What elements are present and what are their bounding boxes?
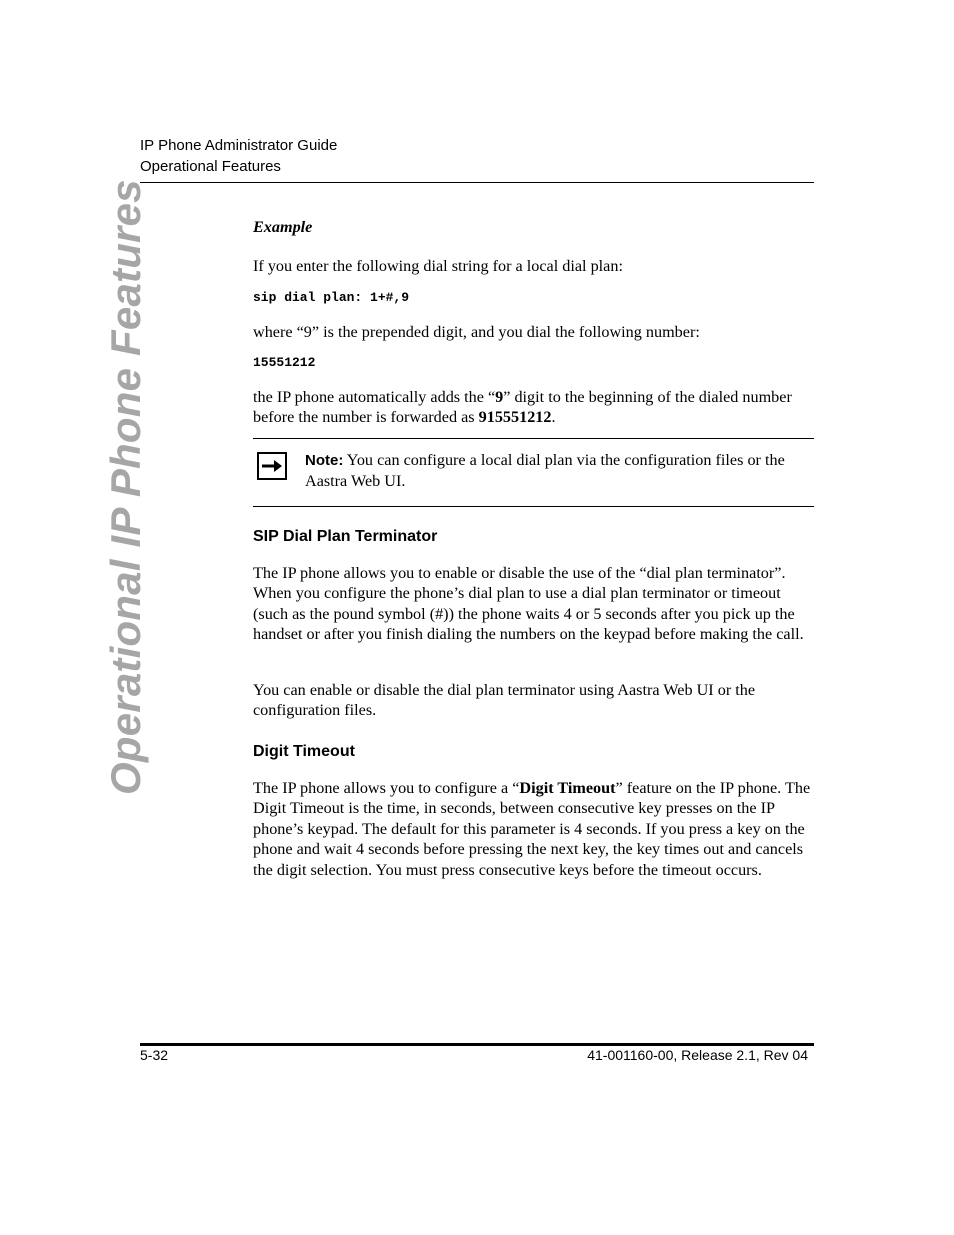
- terminator-para-1: The IP phone allows you to enable or disable the use of the “dial plan terminator”. When you configure the phone’s dial plan to use a dial plan terminator or timeout (such as the pound symbol (#)) the phone waits 4 or 5 seconds after you pick up the handset or after you finish dialing the numbers on the keypad before making the call.: [253, 564, 804, 644]
- document-id: 41-001160-00, Release 2.1, Rev 04: [587, 1047, 808, 1063]
- footer-rule: [140, 1043, 814, 1046]
- digit-timeout-heading: Digit Timeout: [253, 743, 355, 760]
- note-bottom-rule: [253, 506, 814, 507]
- terminator-para-2: You can enable or disable the dial plan terminator using Aastra Web UI or the configuration files.: [253, 681, 756, 720]
- header-section: Operational Features: [140, 158, 281, 175]
- example-result: the IP phone automatically adds the “9” digit to the beginning of the dialed number before the number is forwarded as 915551212.: [253, 388, 792, 427]
- example-where-text: where “9” is the prepended digit, and you dial the following number:: [253, 323, 700, 341]
- header-rule: [140, 182, 814, 183]
- side-chapter-title: Operational IP Phone Features: [102, 179, 149, 795]
- example-intro: If you enter the following dial string for a local dial plan:: [253, 257, 623, 275]
- arrow-right-icon: [257, 452, 287, 480]
- number-code: 15551212: [253, 355, 316, 370]
- dial-string-code: sip dial plan: 1+#,9: [253, 290, 410, 305]
- header-title: IP Phone Administrator Guide: [140, 137, 338, 154]
- terminator-heading: SIP Dial Plan Terminator: [253, 528, 438, 545]
- example-heading: Example: [253, 218, 313, 236]
- digit-timeout-para: The IP phone allows you to configure a “Digit Timeout” feature on the IP phone. The Digit Timeout is the time, in seconds, between consecutive key presses on the IP phone’s keypad. The default for this parameter is 4 seconds. If you press a key on the phone and wait 4 seconds before pressing the next key, the key times out and cancels the digit selection. You must press consecutive keys before the timeout occurs.: [253, 779, 811, 879]
- page-number: 5-32: [140, 1047, 169, 1063]
- running-header: [140, 135, 337, 177]
- note-text: Note: You can configure a local dial plan via the configuration files or the Aastra Web UI.: [305, 451, 785, 491]
- note-top-rule: [253, 438, 814, 439]
